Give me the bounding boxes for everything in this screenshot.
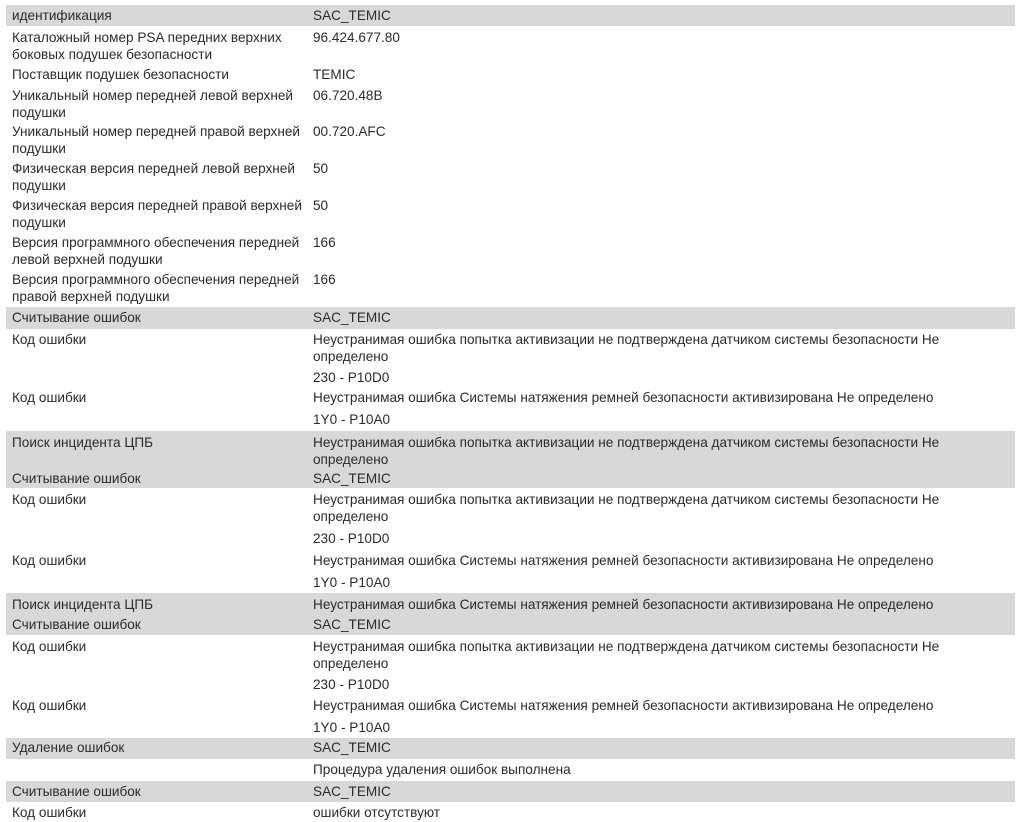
table-row	[6, 5, 1015, 26]
row-value: Процедура удаления ошибок выполнена	[313, 762, 571, 777]
row-value: Неустранимая ошибка Системы натяжения ремней безопасности активизирована Не определено	[313, 698, 934, 713]
table-row	[6, 26, 1015, 66]
row-label: Поставщик подушек безопасности	[12, 67, 229, 82]
row-label: Удаление ошибок	[12, 740, 125, 755]
row-value: 1Y0 - P10A0	[313, 720, 391, 735]
row-value: SAC_TEMIC	[313, 471, 391, 486]
table-row	[6, 329, 1015, 369]
row-value: 166	[313, 272, 336, 287]
table-row	[6, 87, 1015, 124]
row-label: Каталожный номер PSA передних верхних боковых подушек безопасности	[12, 30, 282, 62]
row-value: 230 - P10D0	[313, 370, 390, 385]
table-row	[6, 550, 1015, 572]
row-value: Неустранимая ошибка попытка активизации не подтверждена датчиком системы безопасности Не определено	[313, 639, 940, 671]
row-value: 00.720.AFC	[313, 124, 386, 139]
table-row	[6, 369, 1015, 389]
table-row	[6, 124, 1015, 161]
row-label: Уникальный номер передней правой верхней подушки	[12, 124, 300, 156]
row-value: TEMIC	[313, 67, 356, 82]
row-value: 230 - P10D0	[313, 677, 390, 692]
table-row	[6, 802, 1015, 821]
table-row	[6, 572, 1015, 593]
table-row	[6, 307, 1015, 329]
row-value: Неустранимая ошибка попытка активизации не подтверждена датчиком системы безопасности Не определено	[313, 492, 940, 524]
table-row	[6, 389, 1015, 410]
row-label: Поиск инцидента ЦПБ	[12, 597, 154, 612]
row-value: Неустранимая ошибка попытка активизации не подтверждена датчиком системы безопасности Не определено	[313, 332, 940, 364]
table-row	[6, 675, 1015, 696]
row-label: Считывание ошибок	[12, 617, 141, 632]
row-label: Код ошибки	[12, 332, 87, 347]
table-row	[6, 410, 1015, 431]
table-row	[6, 272, 1015, 307]
row-label: Код ошибки	[12, 698, 87, 713]
row-label: Поиск инцидента ЦПБ	[12, 435, 154, 450]
row-label: Версия программного обеспечения передней правой верхней подушки	[12, 272, 300, 304]
row-label: Считывание ошибок	[12, 310, 141, 325]
row-value: Неустранимая ошибка Системы натяжения ремней безопасности активизирована Не определено	[313, 390, 934, 405]
table-row	[6, 528, 1015, 550]
row-value: 06.720.48B	[313, 88, 383, 103]
row-label: Код ошибки	[12, 805, 87, 820]
table-row	[6, 488, 1015, 528]
row-value: 1Y0 - P10A0	[313, 412, 391, 427]
row-label: Код ошибки	[12, 639, 87, 654]
table-row	[6, 161, 1015, 198]
table-row	[6, 198, 1015, 235]
top-edge	[0, 0, 1024, 3]
row-label: Физическая версия передней правой верхней подушки	[12, 198, 302, 230]
row-label: идентификация	[12, 8, 112, 23]
row-value: ошибки отсутствуют	[313, 805, 441, 820]
row-label: Физическая версия передней левой верхней подушки	[12, 161, 295, 193]
row-label: Считывание ошибок	[12, 471, 141, 486]
table-row	[6, 431, 1015, 488]
row-label: Код ошибки	[12, 390, 87, 405]
row-value: Неустранимая ошибка попытка активизации не подтверждена датчиком системы безопасности Не определено	[313, 435, 940, 467]
row-label: Считывание ошибок	[12, 784, 141, 799]
row-value: 50	[313, 198, 329, 213]
table-row	[6, 66, 1015, 87]
row-value: SAC_TEMIC	[313, 8, 391, 23]
row-value: Неустранимая ошибка Системы натяжения ремней безопасности активизирована Не определено	[313, 597, 934, 612]
row-value: SAC_TEMIC	[313, 784, 391, 799]
row-value: SAC_TEMIC	[313, 310, 391, 325]
table-row	[6, 718, 1015, 738]
row-label: Код ошибки	[12, 553, 87, 568]
table-row	[6, 696, 1015, 718]
row-value: Неустранимая ошибка Системы натяжения ремней безопасности активизирована Не определено	[313, 553, 934, 568]
row-label: Версия программного обеспечения передней левой верхней подушки	[12, 235, 300, 267]
row-label: Уникальный номер передней левой верхней подушки	[12, 88, 294, 120]
table-row	[6, 593, 1015, 635]
table-row	[6, 781, 1015, 802]
row-value: 230 - P10D0	[313, 531, 390, 546]
row-value: SAC_TEMIC	[313, 617, 391, 632]
table-row	[6, 235, 1015, 272]
table-row	[6, 759, 1015, 781]
table-row	[6, 635, 1015, 675]
row-value: 50	[313, 161, 329, 176]
row-label: Код ошибки	[12, 492, 87, 507]
row-value: 166	[313, 235, 336, 250]
row-value: SAC_TEMIC	[313, 740, 391, 755]
row-value: 1Y0 - P10A0	[313, 575, 391, 590]
row-value: 96.424.677.80	[313, 30, 400, 45]
table-row	[6, 738, 1015, 759]
